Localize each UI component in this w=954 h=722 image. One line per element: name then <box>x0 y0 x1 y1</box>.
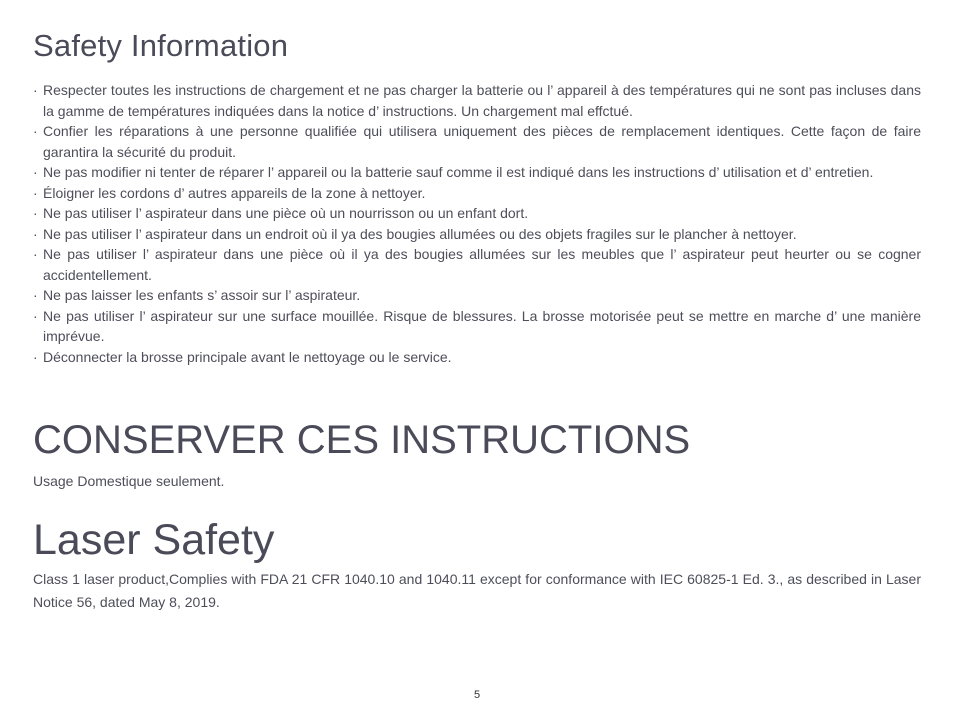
list-item-text: Ne pas utiliser l’ aspirateur dans un endroit où il ya des bougies allumées ou des objets fragiles sur le plancher à nettoyer. <box>43 225 797 242</box>
bullet-glyph: · <box>33 307 38 324</box>
list-item-text: Déconnecter la brosse principale avant le nettoyage ou le service. <box>43 348 452 365</box>
list-item <box>33 285 921 306</box>
list-item <box>33 162 921 183</box>
list-item-text: Éloigner les cordons d’ autres appareils de la zone à nettoyer. <box>43 184 426 201</box>
bullet-glyph: · <box>33 287 38 303</box>
list-item-text: Ne pas laisser les enfants s’ assoir sur l’ aspirateur. <box>43 287 361 303</box>
list-item-text: Ne pas utiliser l’ aspirateur sur une surface mouillée. Risque de blessures. La brosse motorisée peut se mettre en marche d’ une manière imprévue. <box>43 307 921 344</box>
list-item <box>33 244 921 285</box>
list-item <box>33 224 921 245</box>
laser-compliance-text: Class 1 laser product,Complies with FDA 21 CFR 1040.10 and 1040.11 except for conformance with IEC 60825-1 Ed. 3., as described in Laser Notice 56, dated May 8, 2019. <box>33 571 921 610</box>
list-item-text: Confier les réparations à une personne qualifiée qui utilisera uniquement des pièces de remplacement identiques. Cette façon de faire garantira la sécurité du produit. <box>43 123 921 160</box>
list-item-text: Ne pas utiliser l’ aspirateur dans une pièce où un nourrisson ou un enfant dort. <box>43 205 529 221</box>
bullet-glyph: · <box>33 82 38 98</box>
list-item <box>33 183 921 204</box>
bullet-glyph: · <box>33 123 38 139</box>
bullet-glyph: · <box>33 246 38 262</box>
page-number: 5 <box>473 689 481 701</box>
conserver-instructions-heading: CONSERVER CES INSTRUCTIONS <box>33 418 691 462</box>
safety-information-heading: Safety Information <box>33 28 289 63</box>
document-page <box>33 0 921 722</box>
list-item-text: Ne pas modifier ni tenter de réparer l’ appareil ou la batterie sauf comme il est indiqué dans les instructions d’ utilisation et d’ entretien. <box>43 164 874 180</box>
list-item <box>33 121 921 162</box>
list-item <box>33 203 921 224</box>
list-item <box>33 347 921 368</box>
bullet-glyph: · <box>33 205 38 221</box>
bullet-glyph: · <box>33 225 38 242</box>
bullet-glyph: · <box>33 164 38 180</box>
list-item-text: Respecter toutes les instructions de chargement et ne pas charger la batterie ou l’ appareil à des températures qui ne sont pas incluses dans la gamme de températures indiquées dans la notice d’ instructions. Un chargement mal effctué. <box>43 82 921 119</box>
list-item-text: Ne pas utiliser l’ aspirateur dans une pièce où il ya des bougies allumées sur les meubles que l’ aspirateur peut heurter ou se cogner accidentellement. <box>43 246 921 283</box>
list-item <box>33 306 921 347</box>
safety-instructions-list <box>33 80 921 367</box>
usage-note: Usage Domestique seulement. <box>33 473 225 489</box>
list-item <box>33 80 921 121</box>
bullet-glyph: · <box>33 184 38 201</box>
bullet-glyph: · <box>33 348 38 365</box>
laser-safety-heading: Laser Safety <box>33 516 275 564</box>
